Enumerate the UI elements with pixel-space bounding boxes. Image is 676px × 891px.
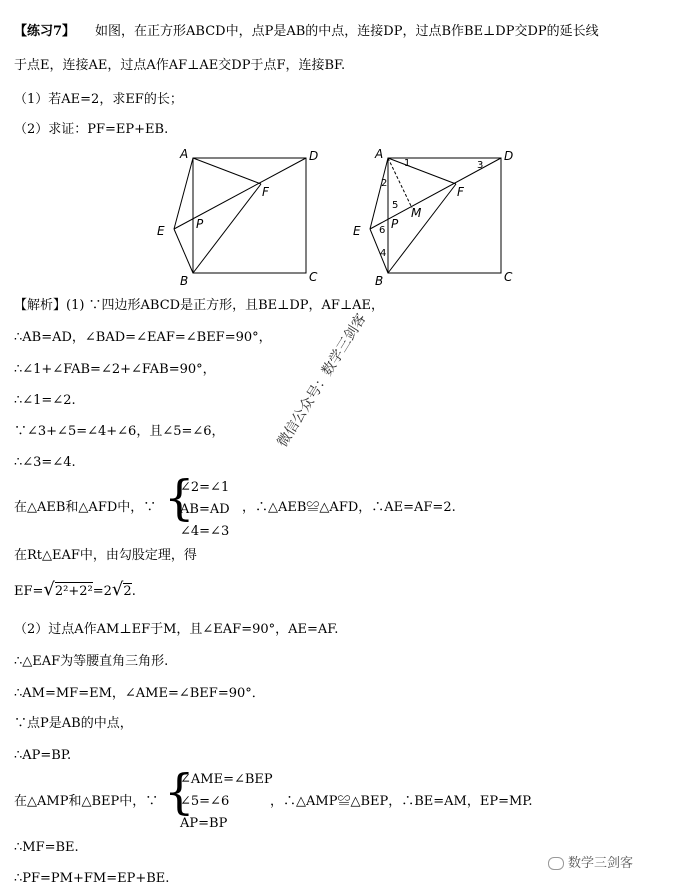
label-B: B (180, 274, 189, 288)
system-1-row-1: ∠2=∠1 (180, 480, 230, 495)
brace-2: { (164, 764, 195, 820)
solution-line-7-prefix: 在△AEB和△AFD中，∵ (14, 500, 157, 515)
solution-line-7-suffix: ，∴△AEB≌△AFD，∴AE=AF=2. (242, 500, 456, 515)
label-D2: D (504, 149, 514, 163)
solution-line-10: （2）过点A作AM⊥EF于M，且∠EAF=90°，AE=AF. (14, 622, 339, 637)
right-square (388, 158, 501, 273)
exercise-tag: 【练习7】 (14, 24, 76, 39)
system-2-row-1: ∠AME=∠BEP (180, 772, 273, 787)
label-P2: P (391, 217, 399, 231)
left-line-DE (174, 158, 306, 229)
problem-line-2: 于点E，连接AE，过点A作AF⊥AE交DP于点F，连接BF. (14, 58, 346, 73)
watermark: 微信公众号：数学三剑客 (274, 310, 370, 451)
label-P: P (196, 217, 204, 231)
angle-3: 3 (477, 160, 484, 171)
left-figure (174, 158, 306, 273)
solution-line-16: ∴MF=BE. (14, 840, 79, 855)
solution-line-15-suffix: ，∴△AMP≌△BEP，∴BE=AM，EP=MP. (270, 794, 533, 809)
root-2: 2 (123, 584, 132, 599)
brand-footer (548, 852, 633, 871)
system-2-row-3: AP=BP (180, 816, 228, 831)
solution-line-8: 在Rt△EAF中，由勾股定理，得 (14, 548, 197, 563)
solution-line-9: EF=√2²+2²=2√2. (14, 579, 136, 600)
solution-line-14: ∴AP=BP. (14, 748, 72, 763)
angle-6: 6 (379, 225, 386, 236)
problem-line-1 (14, 24, 599, 40)
solution-line-1: 【解析】(1) ∵四边形ABCD是正方形，且BE⊥DP，AF⊥AE， (14, 298, 385, 313)
radicand: 2²+2² (54, 584, 93, 599)
label-C: C (309, 270, 318, 284)
label-M2: M (411, 206, 422, 220)
label-A2: A (375, 147, 384, 161)
label-E: E (157, 224, 165, 238)
solution-line-15-prefix: 在△AMP和△BEP中，∵ (14, 794, 159, 809)
angle-numbers (379, 158, 483, 259)
solution-line-4: ∴∠1=∠2. (14, 393, 76, 408)
system-2-row-2: ∠5=∠6 (180, 794, 230, 809)
solution-line-12: ∴AM=MF=EM，∠AME=∠BEF=90°． (14, 686, 265, 701)
system-1-row-2: AB=AD (180, 502, 230, 517)
angle-1: 1 (404, 158, 411, 169)
solution-line-2: ∴AB=AD，∠BAD=∠EAF=∠BEF=90°， (14, 330, 272, 345)
system-1-row-3: ∠4=∠3 (180, 524, 230, 539)
solution-line-17: ∴PF=PM+FM=EP+BE. (14, 871, 170, 886)
geometry-figures (0, 146, 676, 296)
right-figure (370, 158, 501, 273)
solution-line-11: ∴△EAF为等腰直角三角形. (14, 654, 169, 669)
label-D: D (309, 149, 319, 163)
wechat-icon (548, 857, 564, 870)
label-F: F (262, 185, 269, 199)
solution-line-6: ∴∠3=∠4. (14, 455, 76, 470)
label-A: A (180, 147, 189, 161)
question-1: （1）若AE=2，求EF的长； (14, 92, 183, 107)
ef-mid: =2 (92, 584, 112, 599)
angle-2: 2 (381, 178, 388, 189)
solution-line-5: ∵∠3+∠5=∠4+∠6，且∠5=∠6， (14, 424, 225, 439)
label-E2: E (353, 224, 361, 238)
left-labels (157, 147, 318, 288)
question-2: （2）求证：PF=EP+EB. (14, 122, 169, 137)
angle-4: 4 (380, 248, 387, 259)
label-F2: F (457, 185, 464, 199)
brace-1: { (164, 470, 195, 526)
angle-5: 5 (392, 200, 399, 211)
solution-line-13: ∵点P是AB的中点， (14, 716, 133, 731)
problem-text-1: 如图，在正方形ABCD中，点P是AB的中点，连接DP，过点B作BE⊥DP交DP的延长线 (95, 24, 599, 39)
label-B2: B (375, 274, 384, 288)
solution-line-3: ∴∠1+∠FAB=∠2+∠FAB=90°， (14, 362, 216, 377)
ef-prefix: EF= (14, 584, 44, 599)
left-square (193, 158, 306, 273)
ef-suffix: . (131, 584, 136, 599)
brand-name: 数学三剑客 (568, 856, 634, 871)
label-C2: C (504, 270, 513, 284)
right-labels (353, 147, 513, 288)
